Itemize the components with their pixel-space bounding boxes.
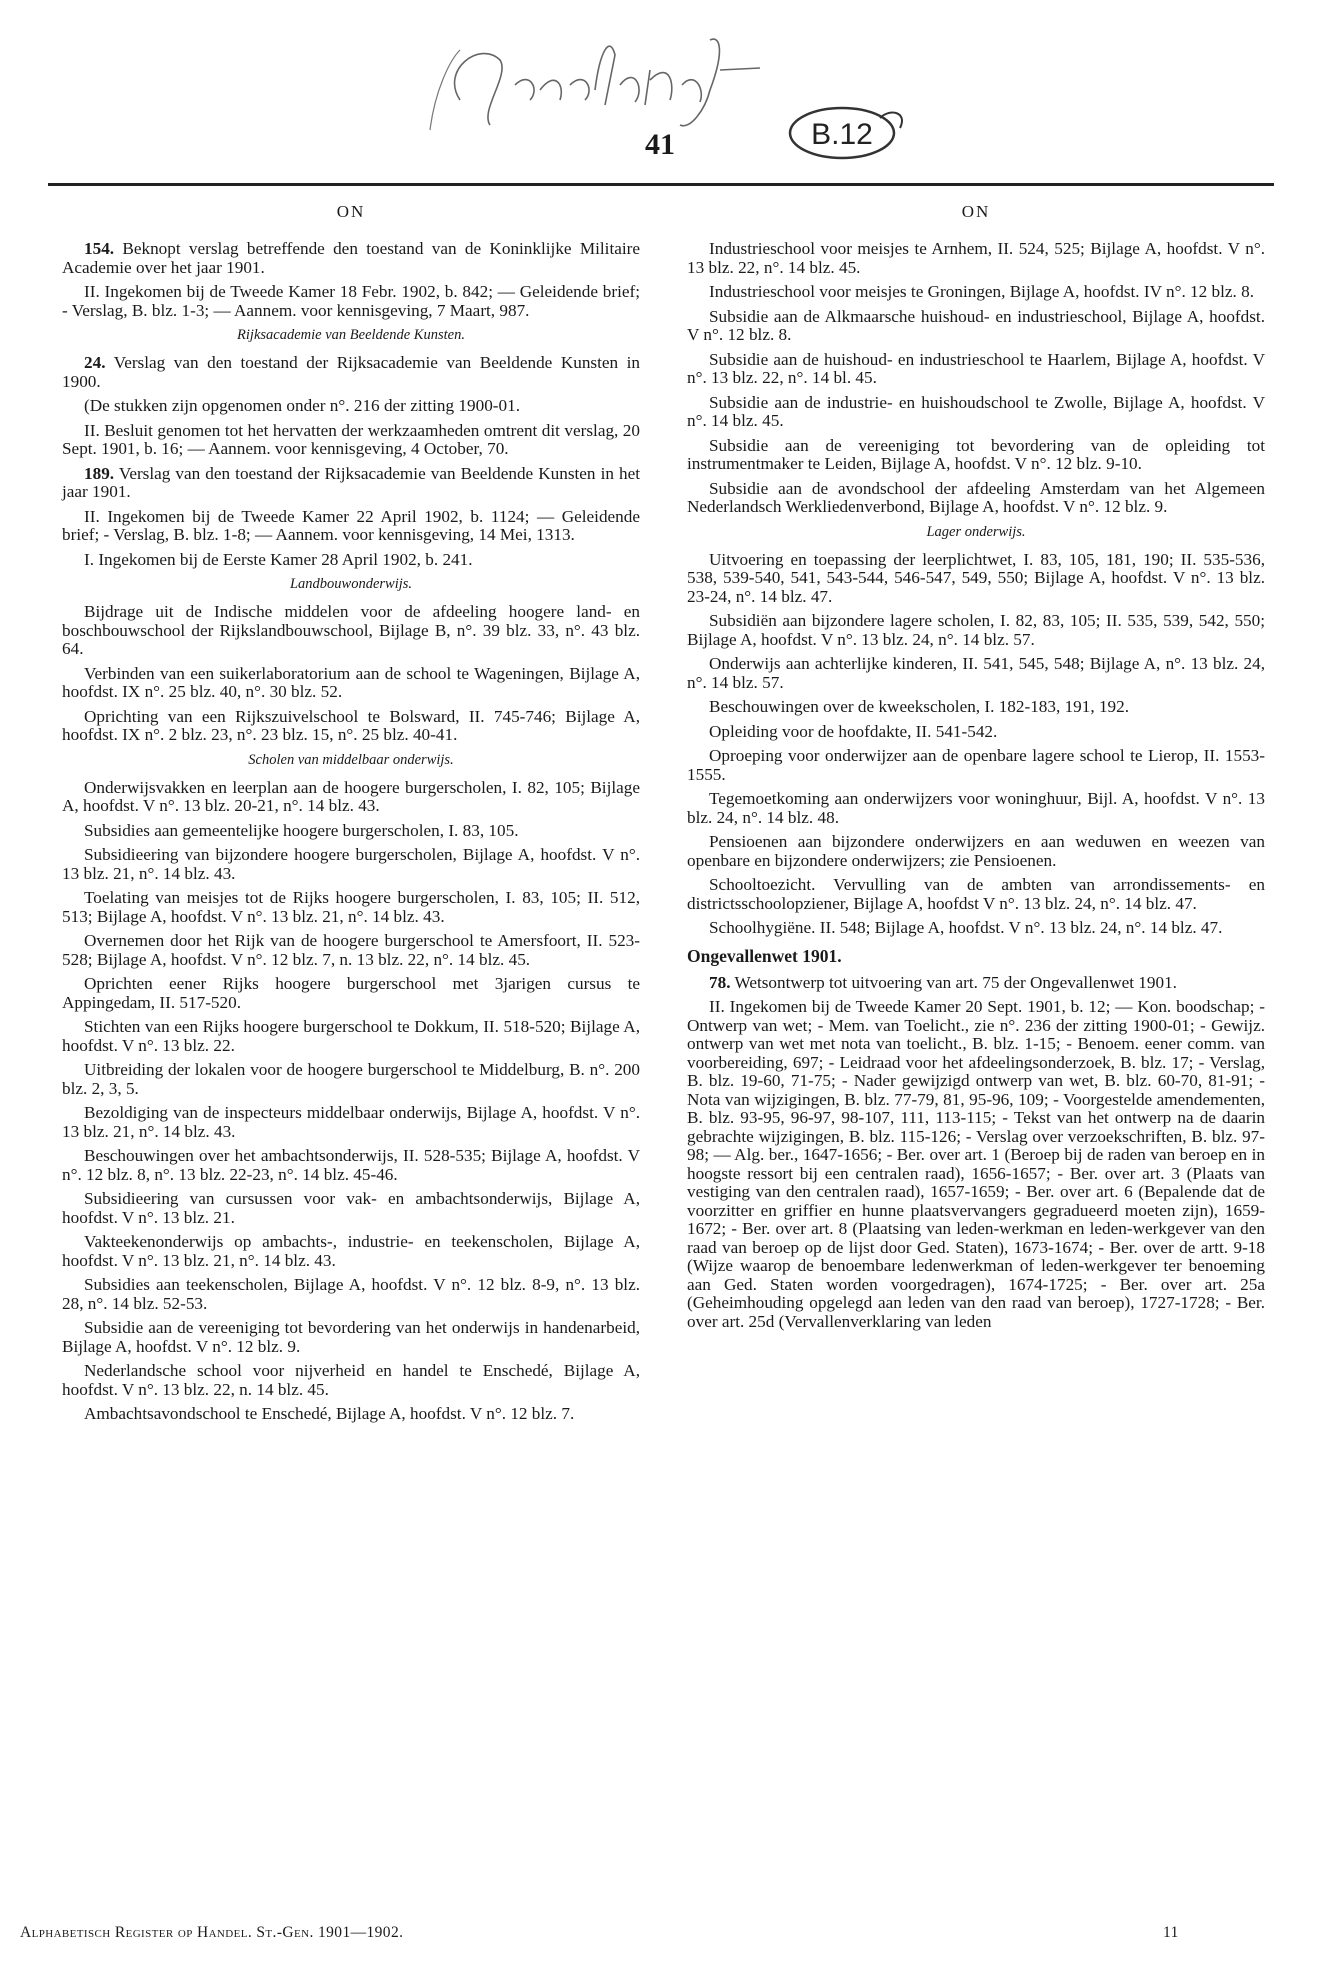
index-entry bbox=[687, 437, 1265, 474]
entry-number: 78. bbox=[709, 972, 731, 992]
index-entry bbox=[62, 1362, 640, 1399]
entry-text: Uitbreiding der lokalen voor de hoogere burgerschool te Middelburg, B. n°. 200 blz. 2, 3, 5. bbox=[62, 1060, 640, 1098]
entry-text: Bijdrage uit de Indische middelen voor de afdeeling hoogere land- en boschbouwschool der Rijkslandbouwschool, Bijlage B, n°. 39 blz. 33, n°. 43 blz. 64. bbox=[62, 602, 640, 658]
footer-title: Alphabetisch Register op Handel. St.-Gen. 1901—1902. bbox=[20, 1924, 404, 1941]
page-number: 41 bbox=[645, 128, 675, 161]
entry-text: Bezoldiging van de inspecteurs middelbaar onderwijs, Bijlage A, hoofdst. V n°. 13 blz. 21, n°. 14 blz. 43. bbox=[62, 1103, 640, 1141]
index-entry bbox=[62, 932, 640, 969]
index-entry bbox=[62, 508, 640, 545]
entry-text: Subsidie aan de huishoud- en industrieschool te Haarlem, Bijlage A, hoofdst. V n°. 13 blz. 22, n°. 14 bl. 45. bbox=[687, 349, 1265, 387]
entry-text: Onderwijs aan achterlijke kinderen, II. 541, 545, 548; Bijlage A, n°. 13 blz. 24, n°. 14 blz. 57. bbox=[687, 654, 1265, 692]
header-rule bbox=[48, 183, 1274, 186]
index-entry bbox=[62, 665, 640, 702]
index-entry bbox=[62, 1018, 640, 1055]
index-entry bbox=[687, 919, 1265, 938]
index-entry bbox=[687, 480, 1265, 517]
entry-text: II. Ingekomen bij de Tweede Kamer 18 Febr. 1902, b. 842; — Geleidende brief; - Verslag, B. blz. 1-3; — Aannem. voor kennisgeving, 7 Maart, 987. bbox=[62, 282, 640, 320]
entry-text: Overnemen door het Rijk van de hoogere burgerschool te Amersfoort, II. 523-528; Bijlage A, hoofdst. V n°. 12 blz. 7, n. 13 blz. 22, n°. 14 blz. 45. bbox=[62, 931, 640, 969]
entry-text: Beschouwingen over de kweekscholen, I. 182-183, 191, 192. bbox=[709, 697, 1130, 716]
index-entry bbox=[62, 603, 640, 659]
entry-text: Subsidieering van bijzondere hoogere burgerscholen, Bijlage A, hoofdst. V n°. 13 blz. 21, n°. 14 blz. 43. bbox=[62, 845, 640, 883]
index-entry bbox=[62, 422, 640, 459]
index-entry bbox=[62, 240, 640, 277]
entry-text: I. Ingekomen bij de Eerste Kamer 28 April 1902, b. 241. bbox=[84, 549, 473, 569]
index-entry bbox=[62, 1147, 640, 1184]
section-heading: Landbouwonderwijs. bbox=[289, 576, 413, 592]
stamp-text: B.12 bbox=[811, 118, 873, 151]
index-entry bbox=[62, 1276, 640, 1313]
entry-text: Pensioenen aan bijzondere onderwijzers en aan weduwen en weezen van openbare en bijzondere onderwijzers; zie Pensioenen. bbox=[687, 832, 1265, 870]
entry-number: 24. bbox=[84, 353, 106, 372]
index-entry bbox=[62, 1405, 640, 1424]
entry-text: Subsidieering van cursussen voor vak- en ambachtsonderwijs, Bijlage A, hoofdst. V n°. 13 blz. 21. bbox=[62, 1189, 640, 1227]
index-entry bbox=[687, 351, 1265, 388]
index-entry bbox=[62, 1061, 640, 1098]
entry-text: (De stukken zijn opgenomen onder n°. 216 der zitting 1900-01. bbox=[84, 396, 520, 415]
index-entry bbox=[687, 612, 1265, 649]
entry-text: Subsidie aan de avondschool der afdeeling Amsterdam van het Algemeen Nederlandsch Werkliedenverbond, Bijlage A, hoofdst. V n°. 12 blz. 9. bbox=[687, 478, 1265, 516]
index-entry bbox=[687, 998, 1265, 1331]
index-entry bbox=[687, 698, 1265, 717]
entry-text: Subsidie aan de vereeniging tot bevordering van de opleiding tot instrumentmaker te Leiden, Bijlage A, hoofdst. V n°. 12 blz. 9-10. bbox=[687, 435, 1265, 473]
entry-number: 189. bbox=[84, 463, 115, 483]
index-entry bbox=[62, 975, 640, 1012]
section-heading: Scholen van middelbaar onderwijs. bbox=[248, 751, 454, 768]
handwritten-annotation bbox=[420, 30, 800, 140]
right-column-head: ON bbox=[961, 202, 991, 221]
index-entry bbox=[687, 551, 1265, 607]
index-entry bbox=[687, 790, 1265, 827]
index-entry bbox=[687, 308, 1265, 345]
entry-text: Uitvoering en toepassing der leerplichtwet, I. 83, 105, 181, 190; II. 535-536, 538, 539-540, 541, 543-544, 546-547, 549, 550; Bijlage A, hoofdst. V n°. 13 blz. 23-24, n°. 14 blz. 47. bbox=[687, 549, 1265, 606]
entry-text: Beschouwingen over het ambachtsonderwijs, II. 528-535; Bijlage A, hoofdst. V n°. 12 blz. 8, n°. 13 blz. 22-23, n°. 14 blz. 45-46. bbox=[62, 1146, 640, 1184]
entry-text: Tegemoetkoming aan onderwijzers voor woninghuur, Bijl. A, hoofdst. V n°. 13 blz. 24, n°. 14 blz. 48. bbox=[687, 789, 1265, 827]
entry-text: Industrieschool voor meisjes te Arnhem, II. 524, 525; Bijlage A, hoofdst. V n°. 13 blz. 22, n°. 14 blz. 45. bbox=[687, 239, 1265, 277]
bold-section-heading: Ongevallenwet 1901. bbox=[687, 945, 842, 966]
index-entry bbox=[62, 1233, 640, 1270]
entry-text: Vakteekenonderwijs op ambachts-, industrie- en teekenscholen, Bijlage A, hoofdst. V n°. 13 blz. 21, n°. 14 blz. 43. bbox=[62, 1232, 640, 1270]
entry-text: II. Ingekomen bij de Tweede Kamer 20 Sept. 1901, b. 12; — Kon. boodschap; - Ontwerp van wet; - Mem. van Toelicht., zie n°. 236 der zitting 1900-01; - Gewijz. ontwerp van wet met nota van toelicht., B. blz. 1-15; - Benoem. eener comm. van voorbereiding, 697; - Leidraad voor het afdeelingsonderzoek, B. blz. 17; - Verslag, B. blz. 19-60, 71-75; - Nader gewijzigd ontwerp van wet, B. blz. 60-70, 81-91; - Nota van wijzigingen, B. blz. 77-79, 81, 95-96, 109; - Voorgestelde amendementen, B. blz. 93-95, 96-97, 98-107, 111, 113-115; - Tekst van het ontwerp na de daarin gebrachte wijzigingen, B. blz. 115-126; - Verslag over verzoekschriften, B. blz. 97-98; — Alg. ber., 1647-1656; - Ber. over art. 1 (Beroep bij de raden van beroep en in hoogste ressort bij een centralen raad), 1656-1657; - Ber. over art. 3 (Plaats van vestiging van den centralen raad), 1657-1659; - Ber. over art. 6 (Bepalende dat de voorzitter en griffier en hunne plaatsvervangers gegradueerd moeten zijn), 1659-1672; - Ber. over art. 8 (Plaatsing van leden-werkman en leden-werkgever van den raad van beroep op de lijst door Ged. Staten), 1673-1674; - Ber. over de artt. 9-18 (Wijze waarop de benoembare ledenwerkman of leden-werkgever ter benoeming aan Ged. Staten worden voorgedragen), 1674-1725; - Ber. over art. 25a (Geheimhouding opgelegd aan leden van den raad van beroep), 1727-1728; - Ber. over art. 25d (Vervallenverklaring van leden bbox=[687, 997, 1265, 1331]
index-entry bbox=[687, 240, 1265, 277]
index-entry bbox=[62, 551, 640, 570]
entry-text: Subsidie aan de Alkmaarsche huishoud- en industrieschool, Bijlage A, hoofdst. V n°. 12 blz. 8. bbox=[687, 306, 1265, 344]
footer-page-number: 11 bbox=[1163, 1924, 1179, 1941]
entry-text: Stichten van een Rijks hoogere burgerschool te Dokkum, II. 518-520; Bijlage A, hoofdst. V n°. 13 blz. 22. bbox=[62, 1017, 640, 1055]
entry-text: Ambachtsavondschool te Enschedé, Bijlage A, hoofdst. V n°. 12 blz. 7. bbox=[84, 1404, 575, 1423]
index-entry bbox=[62, 1104, 640, 1141]
entry-text: Subsidiën aan bijzondere lagere scholen, I. 82, 83, 105; II. 535, 539, 542, 550; Bijlage A, hoofdst. V n°. 13 blz. 24, n°. 14 blz. 57. bbox=[687, 611, 1265, 649]
archive-stamp bbox=[780, 98, 920, 168]
entry-text: Subsidie aan de vereeniging tot bevordering van het onderwijs in handenarbeid, Bijlage A, hoofdst. V n°. 12 blz. 9. bbox=[62, 1318, 640, 1356]
section-heading: Rijksacademie van Beeldende Kunsten. bbox=[237, 327, 465, 343]
index-entry bbox=[687, 283, 1265, 302]
index-entry bbox=[62, 846, 640, 883]
index-entry bbox=[62, 465, 640, 502]
index-entry bbox=[687, 394, 1265, 431]
entry-text: Nederlandsche school voor nijverheid en handel te Enschedé, Bijlage A, hoofdst. V n°. 13 blz. 22, n. 14 blz. 45. bbox=[62, 1361, 640, 1399]
entry-text: Schooltoezicht. Vervulling van de ambten van arrondissements- en districtsschoolopziener, Bijlage A, hoofdst V n°. 13 blz. 24, n°. 14 blz. 47. bbox=[687, 875, 1265, 913]
entry-text: Toelating van meisjes tot de Rijks hoogere burgerscholen, I. 83, 105; II. 512, 513; Bijlage A, hoofdst. V n°. 13 blz. 21, n°. 14 blz. 43. bbox=[62, 888, 640, 926]
index-entry bbox=[62, 779, 640, 816]
index-entry bbox=[62, 283, 640, 320]
index-entry bbox=[687, 974, 1265, 993]
entry-text: Opleiding voor de hoofdakte, II. 541-542. bbox=[709, 721, 998, 741]
index-entry bbox=[687, 876, 1265, 913]
index-entry bbox=[62, 1319, 640, 1356]
entry-text: Subsidies aan gemeentelijke hoogere burgerscholen, I. 83, 105. bbox=[84, 820, 519, 840]
entry-text: Industrieschool voor meisjes te Groningen, Bijlage A, hoofdst. IV n°. 12 blz. 8. bbox=[709, 282, 1255, 301]
entry-text: Verslag van den toestand der Rijksacademie van Beeldende Kunsten in het jaar 1901. bbox=[62, 463, 640, 501]
entry-text: Oproeping voor onderwijzer aan de openbare lagere school te Lierop, II. 1553-1555. bbox=[687, 746, 1265, 784]
entry-text: Onderwijsvakken en leerplan aan de hoogere burgerscholen, I. 82, 105; Bijlage A, hoofdst. V n°. 13 blz. 20-21, n°. 14 blz. 43. bbox=[62, 777, 640, 815]
left-column-head: ON bbox=[336, 202, 366, 221]
entry-text: Oprichten eener Rijks hoogere burgerschool met 3jarigen cursus te Appingedam, II. 517-520. bbox=[62, 974, 640, 1012]
entry-text: Subsidie aan de industrie- en huishoudschool te Zwolle, Bijlage A, hoofdst. V n°. 14 blz. 45. bbox=[687, 392, 1265, 430]
entry-text: Oprichting van een Rijkszuivelschool te Bolsward, II. 745-746; Bijlage A, hoofdst. IX n°. 2 blz. 23, n°. 23 blz. 15, n°. 25 blz. 40-41. bbox=[62, 706, 640, 744]
entry-text: Wetsontwerp tot uitvoering van art. 75 der Ongevallenwet 1901. bbox=[730, 972, 1177, 992]
entry-text: Subsidies aan teekenscholen, Bijlage A, hoofdst. V n°. 12 blz. 8-9, n°. 13 blz. 28, n°. 14 blz. 52-53. bbox=[62, 1275, 640, 1313]
entry-text: Verbinden van een suikerlaboratorium aan de school te Wageningen, Bijlage A, hoofdst. IX n°. 25 blz. 40, n°. 30 blz. 52. bbox=[62, 663, 640, 701]
index-entry bbox=[62, 708, 640, 745]
entry-number: 154. bbox=[84, 239, 115, 258]
entry-text: Verslag van den toestand der Rijksacademie van Beeldende Kunsten in 1900. bbox=[62, 353, 640, 391]
index-entry bbox=[62, 1190, 640, 1227]
index-entry bbox=[62, 354, 640, 391]
entry-text: Schoolhygiëne. II. 548; Bijlage A, hoofdst. V n°. 13 blz. 24, n°. 14 blz. 47. bbox=[709, 918, 1223, 937]
index-entry bbox=[62, 889, 640, 926]
left-column bbox=[62, 240, 640, 1430]
index-entry bbox=[687, 723, 1265, 742]
entry-text: II. Besluit genomen tot het hervatten der werkzaamheden omtrent dit verslag, 20 Sept. 1901, b. 16; — Aannem. voor kennisgeving, 4 October, 70. bbox=[62, 420, 640, 458]
index-entry bbox=[62, 822, 640, 841]
entry-text: II. Ingekomen bij de Tweede Kamer 22 April 1902, b. 1124; — Geleidende brief; - Verslag, B. blz. 1-8; — Aannem. voor kennisgeving, 14 Mei, 1313. bbox=[62, 506, 640, 544]
index-entry bbox=[62, 397, 640, 416]
entry-text: Beknopt verslag betreffende den toestand van de Koninklijke Militaire Academie over het jaar 1901. bbox=[62, 239, 640, 277]
index-entry bbox=[687, 833, 1265, 870]
right-column bbox=[687, 240, 1265, 1337]
section-heading: Lager onderwijs. bbox=[926, 523, 1026, 540]
index-entry bbox=[687, 747, 1265, 784]
index-entry bbox=[687, 655, 1265, 692]
